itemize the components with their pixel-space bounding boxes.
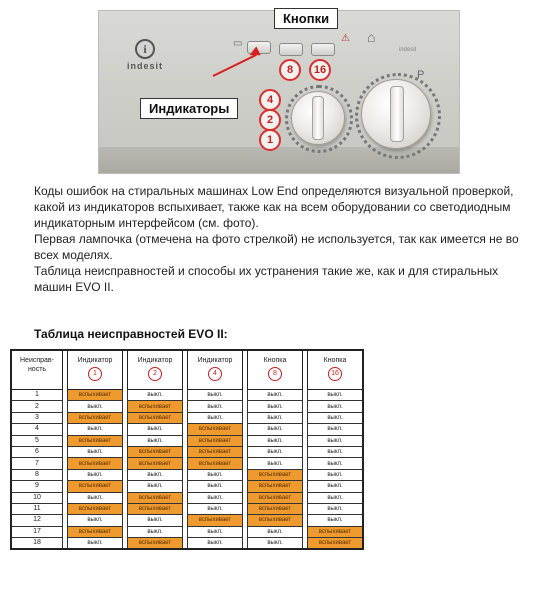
table-row — [11, 492, 363, 503]
program-knob-grip — [312, 96, 324, 140]
state-off-cell: выкл. — [188, 492, 243, 503]
state-off-cell: выкл. — [188, 538, 243, 550]
error-code-cell: 10 — [11, 492, 63, 503]
state-off-cell: выкл. — [248, 458, 303, 469]
program-knob — [291, 91, 345, 145]
table-row — [11, 446, 363, 457]
error-code-cell: 4 — [11, 424, 63, 435]
state-blink-cell: вспыхивает — [248, 481, 303, 492]
header-num: 1 — [88, 367, 102, 381]
error-code-cell: 17 — [11, 526, 63, 537]
error-code-cell: 2 — [11, 401, 63, 412]
state-blink-cell: вспыхивает — [128, 458, 183, 469]
table-header-row — [11, 350, 363, 390]
table-row — [11, 538, 363, 550]
temperature-knob — [361, 79, 431, 149]
table-row — [11, 515, 363, 526]
state-off-cell: выкл. — [308, 458, 364, 469]
error-code-cell: 6 — [11, 446, 63, 457]
error-code-cell: 3 — [11, 412, 63, 423]
state-off-cell: выкл. — [68, 492, 123, 503]
table-row — [11, 526, 363, 537]
state-off-cell: выкл. — [308, 481, 364, 492]
state-off-cell: выкл. — [68, 424, 123, 435]
state-off-cell: выкл. — [68, 401, 123, 412]
power-icon: ⌂ — [367, 29, 376, 45]
state-off-cell: выкл. — [308, 492, 364, 503]
state-off-cell: выкл. — [68, 515, 123, 526]
state-off-cell: выкл. — [128, 515, 183, 526]
state-blink-cell: вспыхивает — [308, 538, 364, 550]
state-blink-cell: вспыхивает — [248, 503, 303, 514]
state-off-cell: выкл. — [128, 390, 183, 401]
state-off-cell: выкл. — [68, 538, 123, 550]
table-row — [11, 435, 363, 446]
state-off-cell: выкл. — [188, 469, 243, 480]
brand-name: indesit — [126, 61, 163, 71]
state-off-cell: выкл. — [248, 538, 303, 550]
table-row — [11, 424, 363, 435]
state-off-cell: выкл. — [128, 526, 183, 537]
brand-ring-icon: i — [135, 39, 155, 59]
indicator-marker-1: 1 — [259, 129, 281, 151]
state-blink-cell: вспыхивает — [68, 503, 123, 514]
indicator-marker-2: 2 — [259, 109, 281, 131]
buttons-label: Кнопки — [274, 8, 338, 29]
button-marker-16: 16 — [309, 59, 331, 81]
error-code-cell: 5 — [11, 435, 63, 446]
state-blink-cell: вспыхивает — [188, 435, 243, 446]
indicators-label: Индикаторы — [140, 98, 238, 119]
state-off-cell: выкл. — [188, 503, 243, 514]
description-paragraph: Коды ошибок на стиральных машинах Low End определяются визуальной проверкой, какой из индикаторов вспыхивает, также как на всем оборудовании со светодиодным индикаторным интерфейсом (см. фото). — [34, 184, 514, 230]
state-off-cell: выкл. — [248, 401, 303, 412]
state-off-cell: выкл. — [188, 481, 243, 492]
error-code-cell: 9 — [11, 481, 63, 492]
state-off-cell: выкл. — [128, 481, 183, 492]
state-off-cell: выкл. — [248, 446, 303, 457]
state-off-cell: выкл. — [68, 469, 123, 480]
error-code-cell: 1 — [11, 390, 63, 401]
header-button-16 — [308, 350, 364, 390]
error-code-cell: 18 — [11, 538, 63, 550]
header-name: Индикатор — [77, 357, 113, 364]
temperature-knob-grip — [390, 86, 404, 142]
table-row — [11, 412, 363, 423]
indicator-marker-4: 4 — [259, 89, 281, 111]
button-marker-8: 8 — [279, 59, 301, 81]
state-off-cell: выкл. — [308, 401, 364, 412]
header-code — [11, 350, 63, 390]
state-blink-cell: вспыхивает — [128, 401, 183, 412]
lock-icon: ▭ — [233, 38, 243, 49]
description-text — [34, 183, 532, 295]
state-blink-cell: вспыхивает — [128, 492, 183, 503]
state-off-cell: выкл. — [128, 469, 183, 480]
state-blink-cell: вспыхивает — [68, 435, 123, 446]
header-num: 16 — [328, 367, 342, 381]
state-blink-cell: вспыхивает — [188, 446, 243, 457]
table-row — [11, 481, 363, 492]
header-name: Кнопка — [263, 357, 287, 364]
state-off-cell: выкл. — [248, 390, 303, 401]
header-num: 8 — [268, 367, 282, 381]
table-row — [11, 401, 363, 412]
state-blink-cell: вспыхивает — [68, 526, 123, 537]
header-code-label: Неисправ-ность — [20, 357, 54, 373]
state-off-cell: выкл. — [248, 435, 303, 446]
knob-mark: P — [417, 69, 425, 81]
state-blink-cell: вспыхивает — [68, 458, 123, 469]
state-off-cell: выкл. — [308, 469, 364, 480]
alarm-icon: ⚠ — [341, 33, 350, 44]
error-code-cell: 12 — [11, 515, 63, 526]
table-row — [11, 503, 363, 514]
state-off-cell: выкл. — [188, 412, 243, 423]
washer-panel-photo — [98, 10, 460, 174]
state-blink-cell: вспыхивает — [188, 515, 243, 526]
panel-button-16 — [311, 43, 335, 56]
brand-logo — [115, 39, 175, 71]
header-name: Кнопка — [323, 357, 347, 364]
state-blink-cell: вспыхивает — [248, 515, 303, 526]
header-indicator-1 — [68, 350, 123, 390]
state-off-cell: выкл. — [308, 424, 364, 435]
state-blink-cell: вспыхивает — [68, 412, 123, 423]
header-num: 4 — [208, 367, 222, 381]
state-blink-cell: вспыхивает — [188, 458, 243, 469]
header-name: Индикатор — [197, 357, 233, 364]
state-blink-cell: вспыхивает — [68, 481, 123, 492]
header-indicator-2 — [128, 350, 183, 390]
error-code-cell: 8 — [11, 469, 63, 480]
state-off-cell: выкл. — [248, 526, 303, 537]
state-off-cell: выкл. — [68, 446, 123, 457]
state-blink-cell: вспыхивает — [128, 538, 183, 550]
table-row — [11, 469, 363, 480]
header-name: Индикатор — [137, 357, 173, 364]
state-blink-cell: вспыхивает — [128, 503, 183, 514]
state-blink-cell: вспыхивает — [248, 492, 303, 503]
header-num: 2 — [148, 367, 162, 381]
state-blink-cell: вспыхивает — [188, 424, 243, 435]
table-row — [11, 458, 363, 469]
state-off-cell: выкл. — [188, 526, 243, 537]
state-blink-cell: вспыхивает — [128, 412, 183, 423]
error-code-cell: 11 — [11, 503, 63, 514]
state-off-cell: выкл. — [308, 435, 364, 446]
state-off-cell: выкл. — [308, 446, 364, 457]
state-off-cell: выкл. — [308, 412, 364, 423]
state-off-cell: выкл. — [128, 424, 183, 435]
state-off-cell: выкл. — [308, 390, 364, 401]
state-off-cell: выкл. — [308, 515, 364, 526]
model-badge: indesit — [399, 47, 417, 53]
header-button-8 — [248, 350, 303, 390]
state-off-cell: выкл. — [188, 401, 243, 412]
state-blink-cell: вспыхивает — [68, 390, 123, 401]
description-paragraph: Таблица неисправностей и способы их устранения такие же, как и для стиральных машин EVO II. — [34, 264, 499, 294]
panel-button-8 — [279, 43, 303, 56]
state-blink-cell: вспыхивает — [248, 469, 303, 480]
state-off-cell: выкл. — [248, 424, 303, 435]
header-indicator-4 — [188, 350, 243, 390]
description-paragraph: Первая лампочка (отмечена на фото стрелкой) не используется, так как имеется не во всех моделях. — [34, 232, 519, 262]
state-off-cell: выкл. — [188, 390, 243, 401]
table-title: Таблица неисправностей EVO II: — [34, 327, 228, 341]
error-code-table — [10, 349, 364, 550]
table-body — [11, 390, 363, 550]
state-off-cell: выкл. — [308, 503, 364, 514]
table-row — [11, 390, 363, 401]
error-code-cell: 7 — [11, 458, 63, 469]
state-off-cell: выкл. — [248, 412, 303, 423]
state-off-cell: выкл. — [128, 435, 183, 446]
state-blink-cell: вспыхивает — [128, 446, 183, 457]
state-blink-cell: вспыхивает — [308, 526, 364, 537]
